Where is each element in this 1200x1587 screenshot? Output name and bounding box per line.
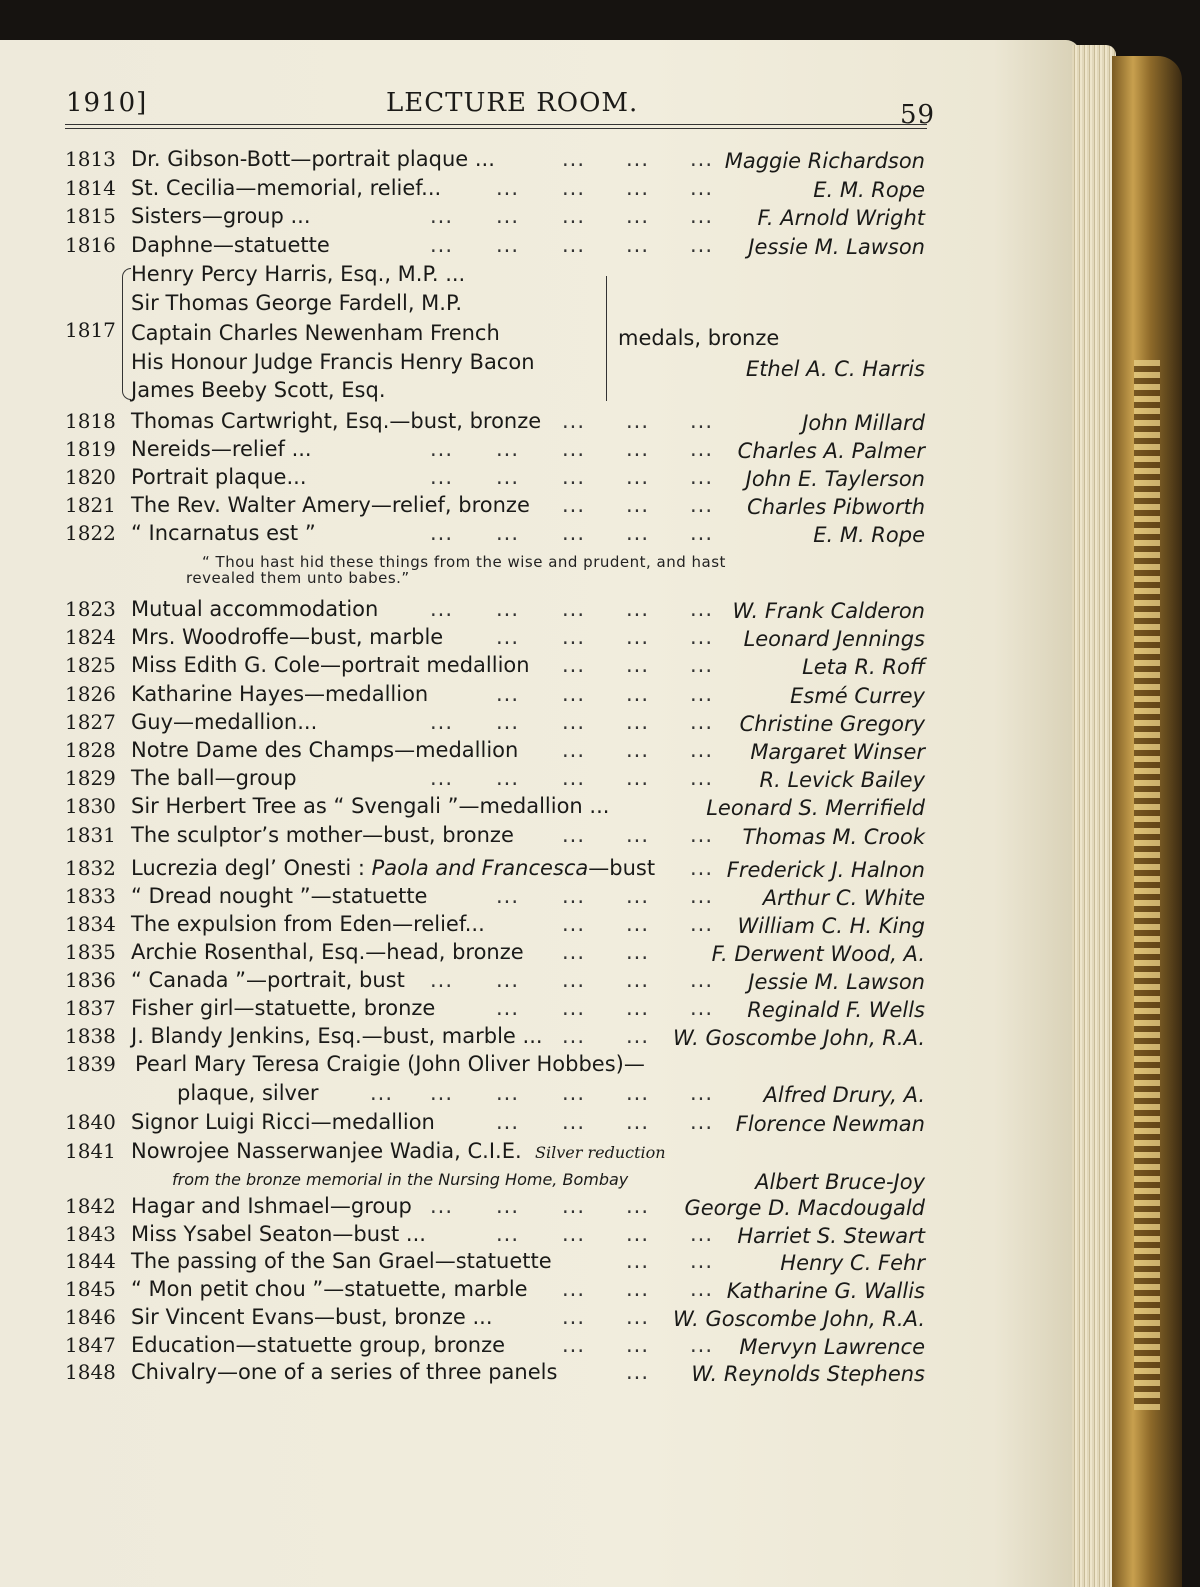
catalogue-number: 1846 — [65, 1304, 116, 1329]
artist-name: E. M. Rope — [813, 177, 925, 202]
leader-dots: ... — [626, 1081, 650, 1105]
entry-1830 — [0, 794, 1080, 824]
catalogue-number: 1836 — [65, 968, 116, 992]
artist-name: Jessie M. Lawson — [748, 970, 925, 994]
entry-1816: 1816 Daphne—statuette ... ... ... ... ... Jessie M. Lawson — [65, 232, 925, 259]
work-title: “ Mon petit chou ”—statuette, marble — [131, 1277, 528, 1302]
honoree-name: His Honour Judge Francis Henry Bacon — [131, 350, 535, 374]
leader-dots: ... — [562, 1081, 586, 1105]
artist-name: John Millard — [802, 411, 925, 435]
catalogue-number: 1829 — [65, 766, 116, 791]
artist-name: Frederick J. Halnon — [726, 858, 925, 882]
artist-name: E. M. Rope — [813, 523, 925, 547]
entry-1828: 1828 Notre Dame des Champs—medallion ... ... ... Margaret Winser — [65, 738, 925, 764]
work-title: Miss Edith G. Cole—portrait medallion — [131, 653, 530, 678]
catalogue-number: 1844 — [65, 1249, 116, 1274]
entry-1813: 1813 Dr. Gibson-Bott—portrait plaque ... ... ... ... Maggie Richardson — [65, 147, 925, 173]
work-title: Thomas Cartwright, Esq.—bust, bronze — [131, 409, 542, 433]
entry-1829: 1829 The ball—group ... ... ... ... ... R. Levick Bailey — [65, 766, 925, 793]
catalogue-number: 1831 — [65, 822, 116, 847]
entry-1814: 1814 St. Cecilia—memorial, relief... ... ... ... ... E. M. Rope — [65, 175, 925, 202]
work-title: Miss Ysabel Seaton—bust ... — [131, 1221, 426, 1246]
work-title: Fisher girl—statuette, bronze — [131, 996, 436, 1020]
entry-1847: 1847 Education—statuette group, bronze ... ... ... Mervyn Lawrence — [65, 1332, 925, 1359]
entry-1845: 1845 “ Mon petit chou ”—statuette, marble ... ... ... Katharine G. Wallis — [65, 1277, 925, 1304]
artist-name: Jessie M. Lawson — [748, 234, 925, 259]
catalogue-number: 1834 — [65, 912, 116, 936]
artist-name: Harriet S. Stewart — [737, 1223, 925, 1248]
work-title: Mrs. Woodroffe—bust, marble — [131, 625, 444, 650]
entry-1821: 1821 The Rev. Walter Amery—relief, bronze ... ... ... Charles Pibworth — [65, 493, 925, 519]
catalogue-number: 1830 — [65, 794, 116, 819]
work-title: Dr. Gibson-Bott—portrait plaque ... — [131, 147, 495, 171]
spine-ornament — [1134, 360, 1160, 1410]
work-title: “ Incarnatus est ” — [131, 521, 316, 545]
work-title: Nowrojee Nasserwanjee Wadia, C.I.E. Silver reduction — [131, 1139, 666, 1163]
artist-name: Reginald F. Wells — [747, 998, 925, 1022]
leader-dots: ... — [626, 1110, 650, 1134]
catalogue-number: 1824 — [65, 625, 116, 650]
work-title: Daphne—statuette — [131, 232, 330, 257]
artist-name: R. Levick Bailey — [759, 768, 925, 793]
entry-1818: 1818 Thomas Cartwright, Esq.—bust, bronze ... ... ... John Millard — [65, 409, 925, 435]
catalogue-number: 1828 — [65, 738, 116, 762]
header-rule — [65, 124, 927, 125]
catalogue-number: 1826 — [65, 681, 116, 706]
leader-dots: ... — [370, 1081, 394, 1105]
work-title: “ Dread nought ”—statuette — [131, 884, 428, 908]
entry-1822: 1822 “ Incarnatus est ” ... ... ... ... ... E. M. Rope — [65, 521, 925, 547]
honoree-name: James Beeby Scott, Esq. — [131, 378, 386, 402]
catalogue-number: 1815 — [65, 204, 116, 228]
work-title: The sculptor’s mother—bust, bronze — [131, 822, 514, 847]
artist-name: Ethel A. C. Harris — [745, 357, 925, 381]
entry-1848: 1848 Chivalry—one of a series of three panels ... W. Reynolds Stephens — [65, 1360, 925, 1387]
entry-1819: 1819 Nereids—relief ... ... ... ... ... ... Charles A. Palmer — [65, 437, 925, 463]
artist-name: Alfred Drury, A. — [763, 1083, 925, 1107]
entry-1835: 1835 Archie Rosenthal, Esq.—head, bronze ... ... F. Derwent Wood, A. — [65, 940, 925, 966]
catalogue-number: 1847 — [65, 1332, 116, 1357]
catalogue-number: 1821 — [65, 493, 116, 517]
leader-dots: ... — [496, 1110, 520, 1134]
work-title: Sir Herbert Tree as “ Svengali ”—medallion ... — [131, 794, 610, 819]
work-title: The Rev. Walter Amery—relief, bronze — [131, 493, 530, 517]
artist-name: George D. Macdougald — [684, 1196, 925, 1220]
work-title: St. Cecilia—memorial, relief... — [131, 175, 442, 200]
entry-1815: 1815 Sisters—group ... ... ... ... ... ... F. Arnold Wright — [65, 204, 925, 230]
epigraph-line: revealed them unto babes.” — [186, 569, 410, 587]
epigraph-line: “ Thou hast hid these things from the wise and prudent, and hast — [202, 553, 726, 571]
work-title: Nereids—relief ... — [131, 437, 312, 461]
honoree-name: Captain Charles Newenham French — [131, 321, 500, 345]
artist-name: W. Reynolds Stephens — [691, 1362, 925, 1387]
entry-1834: 1834 The expulsion from Eden—relief... ... ... ... William C. H. King — [65, 912, 925, 938]
work-title: Mutual accommodation — [131, 597, 379, 621]
leader-dots: ... — [690, 1081, 714, 1105]
entry-1833: 1833 “ Dread nought ”—statuette ... ... ... ... Arthur C. White — [65, 884, 925, 910]
catalogue-number: 1823 — [65, 597, 116, 621]
work-title: Archie Rosenthal, Esq.—head, bronze — [131, 940, 524, 964]
artist-name: Katharine G. Wallis — [726, 1279, 925, 1304]
entry-1823: 1823 Mutual accommodation ... ... ... ... ... W. Frank Calderon — [65, 597, 925, 623]
work-title: The passing of the San Grael—statuette — [131, 1249, 552, 1274]
catalogue-number: 1820 — [65, 465, 116, 489]
work-title: Notre Dame des Champs—medallion — [131, 738, 519, 762]
entry-1832 — [0, 856, 1080, 886]
artist-name: John E. Taylerson — [745, 467, 925, 491]
work-title: Lucrezia degl’ Onesti : Paola and Francesca—bust — [131, 856, 656, 880]
work-title: The expulsion from Eden—relief... — [131, 912, 485, 936]
running-header-year: 1910] — [66, 88, 148, 118]
artist-name: Maggie Richardson — [724, 149, 925, 173]
catalogue-number: 1825 — [65, 653, 116, 678]
catalogue-number: 1818 — [65, 409, 116, 433]
artist-name: Leonard Jennings — [743, 627, 925, 652]
catalogue-number: 1822 — [65, 521, 116, 545]
entry-1844: 1844 The passing of the San Grael—statuette ... ... Henry C. Fehr — [65, 1249, 925, 1276]
work-title-continued: plaque, silver — [177, 1081, 319, 1105]
work-title-continued: from the bronze memorial in the Nursing Home, Bombay — [172, 1170, 629, 1189]
work-title: “ Canada ”—portrait, bust — [131, 968, 405, 992]
catalogue-number: 1832 — [65, 856, 116, 880]
work-title: Sir Vincent Evans—bust, bronze ... — [131, 1304, 493, 1329]
entry-1840 — [0, 1110, 1080, 1140]
leader-dots: ... — [496, 1081, 520, 1105]
catalogue-number: 1840 — [65, 1110, 116, 1134]
leader-dots: ... — [690, 856, 714, 880]
artist-name: Christine Gregory — [739, 711, 925, 736]
catalogue-number: 1837 — [65, 996, 116, 1020]
artist-name: Leta R. Roff — [802, 655, 925, 680]
artist-name: Esmé Currey — [790, 683, 925, 708]
page-number: 59 — [900, 100, 936, 130]
catalogue-number: 1838 — [65, 1024, 116, 1048]
catalogue-number: 1817 — [65, 318, 116, 342]
entry-1838: 1838 J. Blandy Jenkins, Esq.—bust, marble ... ... ... W. Goscombe John, R.A. — [65, 1024, 925, 1050]
artist-name: William C. H. King — [737, 914, 925, 938]
artist-name: Charles Pibworth — [747, 495, 925, 519]
catalogue-number: 1848 — [65, 1360, 116, 1385]
entry-1820: 1820 Portrait plaque... ... ... ... ... ... John E. Taylerson — [65, 465, 925, 491]
catalogue-number: 1814 — [65, 175, 116, 200]
entry-1837: 1837 Fisher girl—statuette, bronze ... ... ... ... Reginald F. Wells — [65, 996, 925, 1022]
work-title: Katharine Hayes—medallion — [131, 681, 429, 706]
catalogue-number: 1819 — [65, 437, 116, 461]
leader-dots: ... — [690, 1110, 714, 1134]
catalogue-number: 1833 — [65, 884, 116, 908]
work-title: Education—statuette group, bronze — [131, 1332, 506, 1357]
entry-1826: 1826 Katharine Hayes—medallion ... ... ... ... Esmé Currey — [65, 681, 925, 708]
work-title: J. Blandy Jenkins, Esq.—bust, marble ... — [131, 1024, 543, 1048]
catalogue-number: 1841 — [65, 1139, 116, 1163]
catalogue-number: 1839 — [65, 1052, 116, 1076]
work-title: Portrait plaque... — [131, 465, 307, 489]
work-title: Chivalry—one of a series of three panels — [131, 1360, 558, 1385]
artist-name: W. Goscombe John, R.A. — [673, 1026, 925, 1050]
artist-name: W. Frank Calderon — [732, 599, 925, 623]
entry-1827: 1827 Guy—medallion... ... ... ... ... ... Christine Gregory — [65, 709, 925, 736]
header-rule-thin — [65, 128, 927, 129]
entry-1836: 1836 “ Canada ”—portrait, bust ... ... ... ... ... Jessie M. Lawson — [65, 968, 925, 994]
catalogue-number: 1843 — [65, 1221, 116, 1246]
artist-name: Charles A. Palmer — [737, 439, 925, 463]
artist-name: Arthur C. White — [762, 886, 925, 910]
work-title: The ball—group — [131, 766, 297, 791]
artist-name: Florence Newman — [735, 1112, 925, 1136]
work-title: Guy—medallion... — [131, 709, 318, 734]
catalogue-number: 1835 — [65, 940, 116, 964]
artist-name: Leonard S. Merrifield — [706, 796, 925, 821]
entry-1824: 1824 Mrs. Woodroffe—bust, marble ... ... ... ... Leonard Jennings — [65, 625, 925, 652]
catalogue-number: 1845 — [65, 1277, 116, 1302]
work-title: Signor Luigi Ricci—medallion — [131, 1110, 435, 1134]
catalogue-number: 1813 — [65, 147, 116, 171]
honoree-name: Sir Thomas George Fardell, M.P. — [131, 291, 463, 315]
leader-dots: ... — [562, 1110, 586, 1134]
work-title: Pearl Mary Teresa Craigie (John Oliver Hobbes)— — [135, 1052, 645, 1076]
artist-name: Albert Bruce-Joy — [755, 1170, 925, 1194]
entry-1831: 1831 The sculptor’s mother—bust, bronze ... ... ... Thomas M. Crook — [65, 822, 925, 849]
artist-name: Margaret Winser — [750, 740, 925, 764]
artist-name: W. Goscombe John, R.A. — [673, 1306, 925, 1331]
running-header-title: LECTURE ROOM. — [386, 88, 639, 118]
entry-1825: 1825 Miss Edith G. Cole—portrait medallion ... ... ... Leta R. Roff — [65, 653, 925, 680]
artist-name: Thomas M. Crook — [742, 824, 925, 849]
honoree-name: Henry Percy Harris, Esq., M.P. ... — [131, 262, 466, 286]
leader-dots: ... — [430, 1081, 454, 1105]
group-description: medals, bronze — [618, 326, 780, 350]
entry-1843: 1843 Miss Ysabel Seaton—bust ... ... ... ... ... Harriet S. Stewart — [65, 1221, 925, 1248]
entry-1842: 1842 Hagar and Ishmael—group ... ... ... ... George D. Macdougald — [65, 1194, 925, 1220]
catalogue-number: 1827 — [65, 709, 116, 734]
catalogue-number: 1816 — [65, 232, 116, 257]
artist-name: F. Derwent Wood, A. — [711, 942, 925, 966]
entry-1846: 1846 Sir Vincent Evans—bust, bronze ... ... ... W. Goscombe John, R.A. — [65, 1304, 925, 1331]
artist-name: F. Arnold Wright — [757, 206, 925, 230]
catalogue-number: 1842 — [65, 1194, 116, 1218]
work-title: Hagar and Ishmael—group — [131, 1194, 412, 1218]
work-title: Sisters—group ... — [131, 204, 311, 228]
artist-name: Mervyn Lawrence — [739, 1334, 925, 1359]
artist-name: Henry C. Fehr — [780, 1251, 925, 1276]
